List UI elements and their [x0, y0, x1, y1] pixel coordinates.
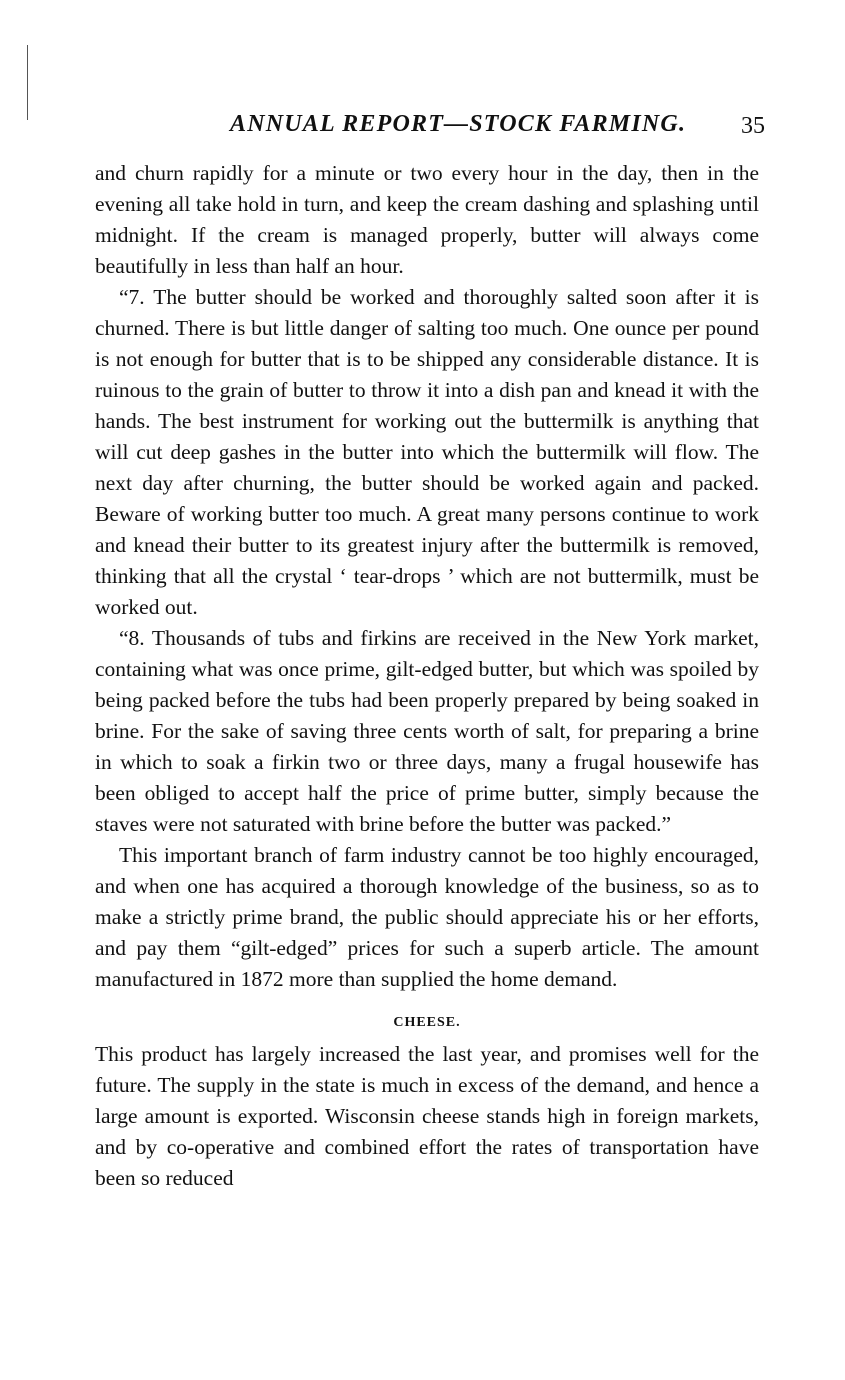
- paragraph-rule-7: “7. The butter should be worked and thoroughly salted soon after it is churned. There is but little danger of salting too much. One ounce per pound is not enough for butter that is to be shipped any considerable distance. It is ruinous to the grain of butter to throw it into a dish pan and knead it with the hands. The best instrument for working out the buttermilk is anything that will cut deep gashes in the butter into which the buttermilk will flow. The next day after churning, the butter should be worked again and packed. Beware of working butter too much. A great many persons continue to work and knead their butter to its greatest injury after the buttermilk is removed, thinking that all the crystal ‘ tear-drops ’ which are not buttermilk, must be worked out.: [95, 285, 759, 619]
- paragraph-rule-8: “8. Thousands of tubs and firkins are received in the New York market, containing what was once prime, gilt-edged butter, but which was spoiled by being packed before the tubs had been properly prepared by being soaked in brine. For the sake of saving three cents worth of salt, for preparing a brine in which to soak a firkin two or three days, many a frugal housewife has been obliged to accept half the price of prime butter, simply because the staves were not saturated with brine before the butter was packed.”: [95, 626, 759, 836]
- page-body: [95, 158, 759, 1194]
- paragraph-conclusion: This important branch of farm industry cannot be too highly encouraged, and when one has acquired a thorough knowledge of the business, so as to make a strictly prime brand, the public should appreciate his or her efforts, and pay them “gilt-edged” prices for such a superb article. The amount manufactured in 1872 more than supplied the home demand.: [95, 843, 759, 991]
- margin-rule: [27, 45, 28, 120]
- running-head: ANNUAL REPORT—STOCK FARMING.: [230, 111, 687, 137]
- page-number: 35: [741, 113, 765, 139]
- paragraph-continuation: and churn rapidly for a minute or two every hour in the day, then in the evening all take hold in turn, and keep the cream dashing and splashing until midnight. If the cream is managed properly, butter will always come beautifully in less than half an hour.: [95, 161, 759, 278]
- paragraph-cheese: This product has largely increased the last year, and promises well for the future. The supply in the state is much in excess of the demand, and hence a large amount is exported. Wisconsin cheese stands high in foreign markets, and by co-operative and combined effort the rates of transportation have been so reduced: [95, 1042, 759, 1190]
- section-heading-cheese: CHEESE.: [393, 1015, 461, 1030]
- page-header: [95, 107, 765, 141]
